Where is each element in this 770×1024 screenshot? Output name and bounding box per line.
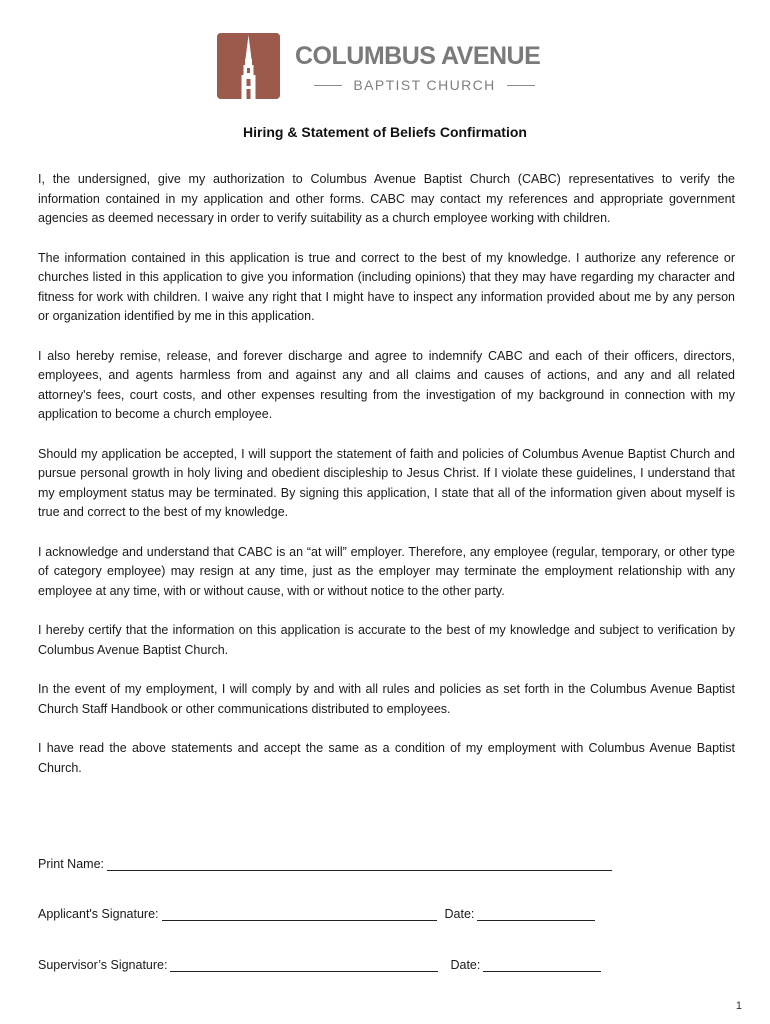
supervisor-date-label: Date:	[450, 958, 481, 972]
print-name-line[interactable]	[107, 856, 612, 871]
supervisor-date-line[interactable]	[483, 957, 601, 972]
paragraph-statement-of-faith: Should my application be accepted, I will support the statement of faith and policies of Columbus Avenue Baptist Church and pursue personal growth in holy living and obedient discipleship to Jesus Christ. If I violate these guidelines, I understand that my employment status may be terminated. By signing this application, I state that all of the information given about myself is true and correct to the best of my knowledge.	[38, 446, 735, 519]
applicant-date-line[interactable]	[477, 906, 595, 921]
logo-org-name: COLUMBUS AVENUE	[295, 42, 541, 70]
print-name-label: Print Name:	[38, 857, 104, 871]
applicant-signature-label: Applicant's Signature:	[38, 907, 159, 921]
document-title: Hiring & Statement of Beliefs Confirmation	[243, 124, 527, 140]
supervisor-signature-line[interactable]	[170, 957, 438, 972]
logo-divider-right	[507, 85, 535, 86]
paragraph-at-will: I acknowledge and understand that CABC is an “at will” employer. Therefore, any employee (regular, temporary, or other type of category employee) may resign at any time, just as the employer may terminate the employment relationship with any employee at any time, with or without cause, with or without notice to the other party.	[38, 544, 735, 598]
applicant-signature-line[interactable]	[162, 906, 437, 921]
logo-org-sub: BAPTIST CHURCH	[353, 77, 496, 93]
applicant-date-label: Date:	[444, 907, 475, 921]
paragraph-release: I also hereby remise, release, and forever discharge and agree to indemnify CABC and each of their officers, directors, employees, and agents harmless from and against any and all claims and causes of actions, and any and all related attorney's fees, court costs, and other expenses resulting from the investigation of my background in connection with my application to become a church employee.	[38, 348, 735, 421]
document-body	[38, 170, 735, 798]
logo-divider-left	[314, 85, 342, 86]
applicant-signature-row	[38, 906, 595, 921]
supervisor-signature-row	[38, 957, 601, 972]
paragraph-authorization: I, the undersigned, give my authorization to Columbus Avenue Baptist Church (CABC) representatives to verify the information contained in my application and other forms. CABC may contact my references and appropriate government agencies as deemed necessary in order to verify suitability as a church employee working with children.	[38, 172, 735, 225]
supervisor-signature-label: Supervisor’s Signature:	[38, 958, 168, 972]
church-steeple-icon	[217, 33, 280, 99]
paragraph-comply: In the event of my employment, I will comply by and with all rules and policies as set forth in the Columbus Avenue Baptist Church Staff Handbook or other communications distributed to employees.	[38, 682, 735, 716]
logo-subtitle-row	[314, 76, 535, 94]
paragraph-information-true: The information contained in this application is true and correct to the best of my knowledge. I authorize any reference or churches listed in this application to give you information (including opinions) that they may have regarding my character and fitness for work with children. I waive any right that I might have to inspect any information provided about me by any person or organization identified by me in this application.	[38, 250, 735, 323]
document-header	[0, 0, 770, 110]
paragraph-certify: I hereby certify that the information on this application is accurate to the best of my knowledge and subject to verification by Columbus Avenue Baptist Church.	[38, 623, 735, 657]
page-number: 1	[735, 1000, 742, 1012]
paragraph-accept: I have read the above statements and accept the same as a condition of my employment with Columbus Avenue Baptist Church.	[38, 741, 735, 775]
print-name-row	[38, 856, 612, 871]
